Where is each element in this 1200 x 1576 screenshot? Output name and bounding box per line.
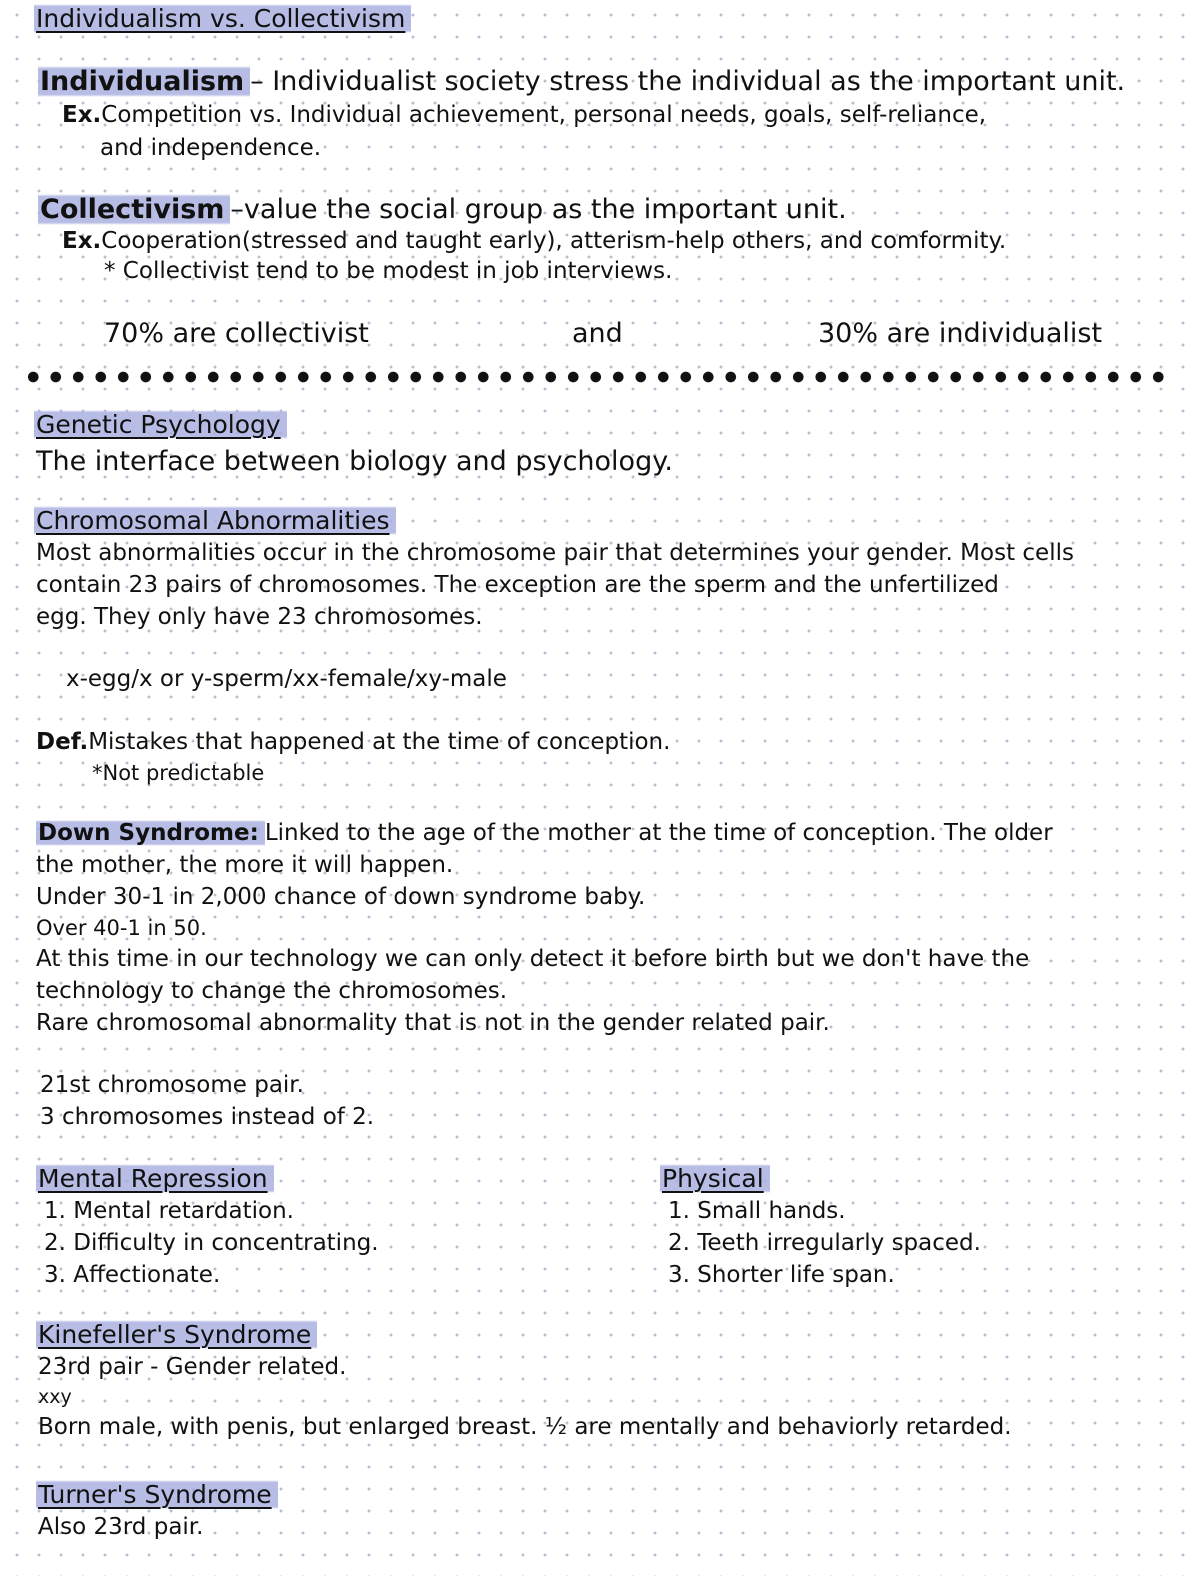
down-syndrome-line-4: Over 40-1 in 50. bbox=[36, 916, 207, 940]
section-title-individualism: Individualism vs. Collectivism bbox=[34, 6, 411, 31]
individualism-example-cont: and independence. bbox=[100, 135, 322, 161]
down-syndrome-pair-line-2: 3 chromosomes instead of 2. bbox=[40, 1104, 375, 1130]
mental-item-3: 3. Affectionate. bbox=[44, 1262, 221, 1288]
individualism-example: Ex.Competition vs. Individual achievement, personal needs, goals, self-reliance, bbox=[62, 102, 987, 128]
down-syndrome-line-7: Rare chromosomal abnormality that is not in the gender related pair. bbox=[36, 1010, 830, 1036]
section-title-physical: Physical bbox=[660, 1166, 770, 1191]
klinefelter-line-3: Born male, with penis, but enlarged breast. ½ are mentally and behaviorly retarded. bbox=[38, 1414, 1012, 1440]
collectivism-definition: Collectivism –value the social group as the important unit. bbox=[40, 194, 847, 225]
down-syndrome-line-3: Under 30-1 in 2,000 chance of down syndrome baby. bbox=[36, 884, 646, 910]
section-title-chromosomal-abnormalities: Chromosomal Abnormalities bbox=[34, 508, 396, 533]
chromosome-formula: x-egg/x or y-sperm/xx-female/xy-male bbox=[66, 666, 507, 692]
turner-line-1: Also 23rd pair. bbox=[38, 1514, 204, 1540]
genetic-definition: The interface between biology and psychology. bbox=[36, 446, 673, 477]
term-down-syndrome: Down Syndrome: bbox=[36, 820, 265, 846]
stat-collectivist: 70% are collectivist bbox=[104, 318, 369, 349]
chromosomal-text-line-3: egg. They only have 23 chromosomes. bbox=[36, 604, 483, 630]
chromosomal-definition: Def.Mistakes that happened at the time of conception. bbox=[36, 729, 671, 755]
dotted-divider bbox=[22, 370, 1172, 384]
mental-item-1: 1. Mental retardation. bbox=[44, 1198, 294, 1224]
down-syndrome-line-1: Down Syndrome: Linked to the age of the mother at the time of conception. The older bbox=[38, 820, 1053, 846]
stat-individualist: 30% are individualist bbox=[818, 318, 1103, 349]
section-title-turner: Turner's Syndrome bbox=[36, 1482, 278, 1507]
klinefelter-line-2: xxy bbox=[38, 1386, 72, 1408]
section-title-klinefelter: Kinefeller's Syndrome bbox=[36, 1322, 317, 1347]
down-syndrome-pair-line-1: 21st chromosome pair. bbox=[40, 1072, 304, 1098]
chromosomal-note: *Not predictable bbox=[92, 761, 265, 785]
term-collectivism: Collectivism bbox=[38, 194, 230, 225]
down-syndrome-line-2: the mother, the more it will happen. bbox=[36, 852, 454, 878]
klinefelter-line-1: 23rd pair - Gender related. bbox=[38, 1354, 347, 1380]
down-syndrome-line-5: At this time in our technology we can only detect it before birth but we don't have the bbox=[36, 946, 1030, 972]
stat-and: and bbox=[572, 318, 623, 349]
term-individualism: Individualism bbox=[38, 66, 250, 97]
section-title-mental-repression: Mental Repression bbox=[36, 1166, 274, 1191]
collectivism-note: * Collectivist tend to be modest in job interviews. bbox=[104, 258, 673, 284]
mental-item-2: 2. Difficulty in concentrating. bbox=[44, 1230, 379, 1256]
individualism-definition: Individualism – Individualist society stress the individual as the important unit. bbox=[40, 66, 1126, 97]
section-title-genetic-psychology: Genetic Psychology bbox=[34, 412, 287, 437]
chromosomal-text-line-2: contain 23 pairs of chromosomes. The exception are the sperm and the unfertilized bbox=[36, 572, 999, 598]
physical-item-1: 1. Small hands. bbox=[668, 1198, 846, 1224]
collectivism-example: Ex.Cooperation(stressed and taught early), atterism-help others, and comformity. bbox=[62, 228, 1007, 254]
down-syndrome-line-6: technology to change the chromosomes. bbox=[36, 978, 508, 1004]
chromosomal-text-line-1: Most abnormalities occur in the chromosome pair that determines your gender. Most cells bbox=[36, 540, 1074, 566]
physical-item-3: 3. Shorter life span. bbox=[668, 1262, 895, 1288]
physical-item-2: 2. Teeth irregularly spaced. bbox=[668, 1230, 981, 1256]
